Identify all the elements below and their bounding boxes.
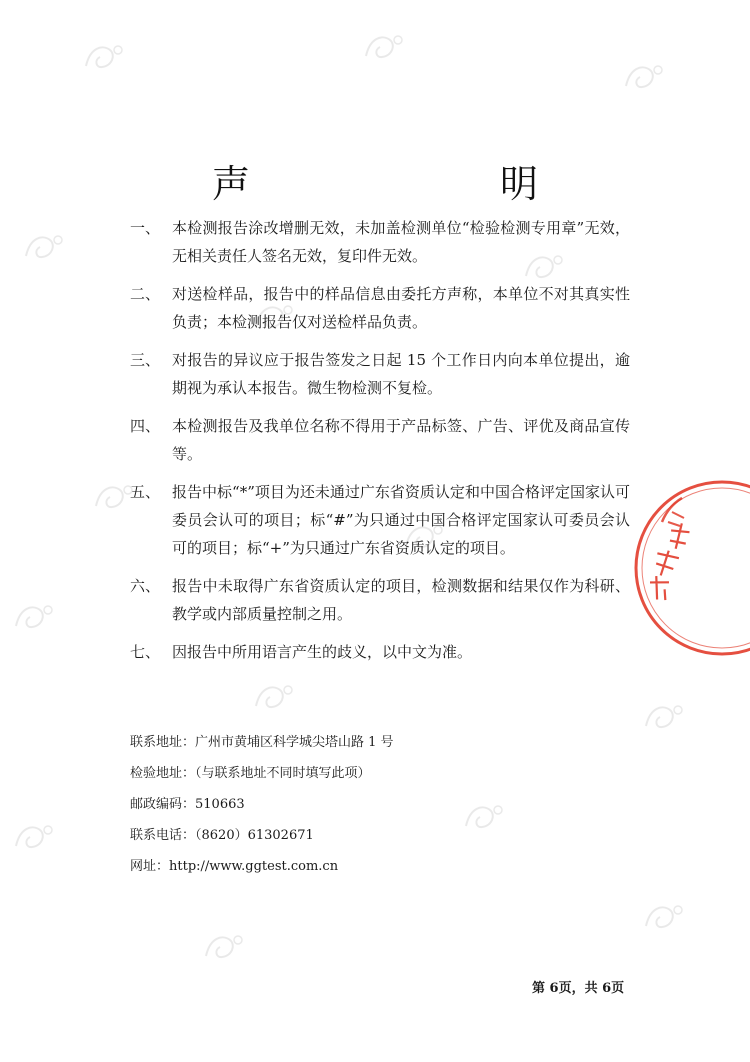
contact-info: [130, 727, 590, 882]
watermark-logo-icon: [200, 930, 248, 966]
watermark-logo-icon: [360, 30, 408, 66]
clause-text: 本检测报告涂改增删无效，未加盖检测单位“检验检测专用章”无效，无相关责任人签名无效，复印件无效。: [172, 219, 630, 265]
clause-text: 本检测报告及我单位名称不得用于产品标签、广告、评优及商品宣传等。: [172, 417, 630, 463]
clause-number: 五、: [130, 483, 161, 501]
clause-4: [130, 412, 630, 468]
watermark-logo-icon: [20, 230, 68, 266]
watermark-logo-icon: [640, 700, 688, 736]
clause-3: [130, 346, 630, 402]
clause-1: [130, 214, 630, 270]
watermark-logo-icon: [10, 600, 58, 636]
contact-phone: 联系电话：（8620）61302671: [130, 828, 314, 843]
clause-6: [130, 572, 630, 628]
declaration-clauses: [130, 214, 630, 676]
clause-number: 二、: [130, 285, 161, 303]
watermark-logo-icon: [640, 900, 688, 936]
clause-number: 一、: [130, 219, 161, 237]
clause-2: [130, 280, 630, 336]
clause-text: 对送检样品，报告中的样品信息由委托方声称，本单位不对其真实性负责；本检测报告仅对送检样品负责。: [172, 285, 630, 331]
contact-address: 联系地址：广州市黄埔区科学城尖塔山路 1 号: [130, 735, 394, 750]
clause-7: [130, 638, 630, 666]
watermark-logo-icon: [250, 680, 298, 716]
clause-text: 报告中未取得广东省资质认定的项目，检测数据和结果仅作为科研、教学或内部质量控制之用。: [172, 577, 630, 623]
clause-5: [130, 478, 630, 562]
website: 网址：http://www.ggtest.com.cn: [130, 859, 339, 874]
clause-text: 报告中标“*”项目为还未通过广东省资质认定和中国合格评定国家认可委员会认可的项目；标“#”为只通过中国合格评定国家认可委员会认可的项目；标“+”为只通过广东省资质认定的项目。: [172, 483, 630, 557]
watermark-logo-icon: [80, 40, 128, 76]
clause-number: 三、: [130, 351, 161, 369]
postal-code: 邮政编码：510663: [130, 797, 245, 812]
page-number: 第 6页，共 6页: [532, 981, 625, 996]
clause-text: 因报告中所用语言产生的歧义，以中文为准。: [172, 643, 473, 661]
clause-number: 七、: [130, 643, 161, 661]
watermark-logo-icon: [10, 820, 58, 856]
official-seal-icon: [632, 478, 750, 658]
clause-number: 四、: [130, 417, 161, 435]
clause-text: 对报告的异议应于报告签发之日起 15 个工作日内向本单位提出，逾期视为承认本报告。微生物检测不复检。: [172, 351, 630, 397]
inspection-address: 检验地址：（与联系地址不同时填写此项）: [130, 766, 371, 781]
clause-number: 六、: [130, 577, 161, 595]
page-title: 声 明: [211, 162, 596, 207]
watermark-logo-icon: [620, 60, 668, 96]
